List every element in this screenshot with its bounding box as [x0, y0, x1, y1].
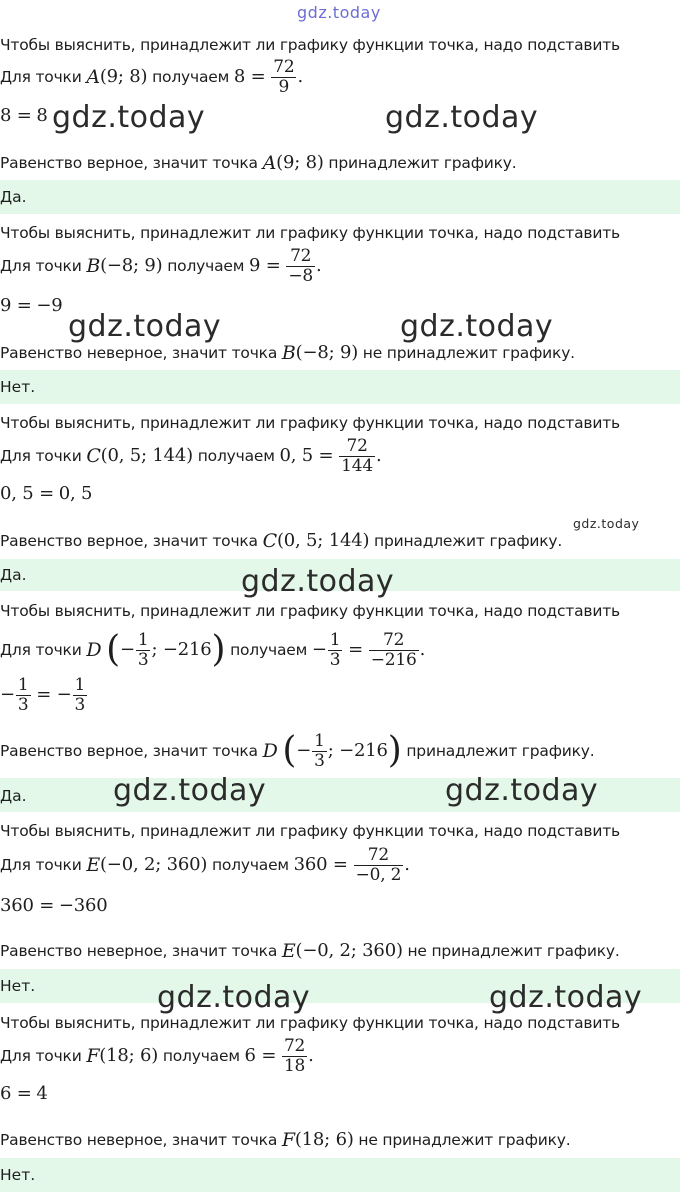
point-letter: F [86, 1045, 100, 1067]
substitution-middle: получаем [152, 68, 230, 86]
substitution-line-e: Для точки E (−0, 2; 360) получаем 360 = $\frac{72}{-0, 2}$ . [0, 844, 410, 885]
point-letter: C [262, 530, 277, 552]
fraction [271, 58, 296, 97]
equation-lhs: 8 = [233, 66, 266, 87]
check-right: −360 [58, 895, 108, 916]
check-right: 4 [36, 1083, 48, 1104]
intro-text-f: Чтобы выяснить, принадлежит ли графику функции точка, надо подставить [0, 1014, 620, 1032]
fraction [369, 631, 419, 670]
fraction [354, 846, 404, 885]
fraction-numerator: 72 [283, 1035, 306, 1056]
fraction [286, 247, 315, 286]
check-line-b [0, 296, 63, 316]
result-suffix: не принадлежит графику. [362, 344, 575, 362]
substitution-line-c: Для точки C (0, 5; 144) получаем 0, 5 = $\frac{72}{144}$ . [0, 435, 382, 476]
check-equals: = − [36, 684, 72, 705]
fraction-denominator: 18 [283, 1055, 306, 1076]
lhs-sign: − [311, 639, 327, 660]
result-line-a [0, 152, 517, 174]
point-coords: (0, 5; 144) [276, 530, 370, 551]
check-left: 8 = [0, 105, 32, 126]
coord-rest: ; −216 [327, 740, 388, 761]
watermark: gdz.today [385, 100, 539, 135]
fraction-denominator: −0, 2 [355, 864, 402, 885]
point-letter: D [262, 740, 278, 762]
result-prefix: Равенство верное, значит точка [0, 532, 258, 550]
equals-sign: = [348, 639, 363, 660]
fraction-denominator: 9 [271, 77, 296, 97]
fraction-denominator: 144 [341, 455, 373, 476]
fraction-numerator: 72 [290, 245, 312, 266]
equation-lhs: 6 = [244, 1045, 277, 1066]
check-left: 360 = [0, 895, 55, 916]
substitution-prefix: Для точки [0, 68, 82, 86]
result-line-b [0, 342, 575, 364]
intro-text-b: Чтобы выяснить, принадлежит ли графику функции точка, надо подставить [0, 224, 620, 242]
coord-fraction [136, 631, 151, 670]
point-letter: B [86, 255, 101, 277]
fraction-numerator: 72 [367, 844, 390, 865]
equation-lhs: 9 = [248, 255, 281, 276]
coord-rest: ; −216 [151, 639, 212, 660]
fraction [282, 1037, 307, 1076]
substitution-prefix: Для точки [0, 447, 82, 465]
intro-text-a: Чтобы выяснить, принадлежит ли графику функции точка, надо подставить [0, 36, 620, 54]
answer-text: Нет. [0, 378, 36, 396]
answer-text: Да. [0, 188, 27, 206]
fraction-numerator: 72 [383, 629, 405, 650]
fraction-denominator: 3 [137, 649, 149, 670]
point-coords: (−8; 9) [295, 342, 359, 363]
watermark: gdz.today [157, 980, 311, 1015]
result-prefix: Равенство неверное, значит точка [0, 942, 278, 960]
watermark-small: gdz.today [573, 516, 640, 531]
point-coords: (0, 5; 144) [100, 445, 193, 466]
watermark: gdz.today [113, 773, 267, 808]
point-letter: F [281, 1129, 295, 1151]
result-prefix: Равенство неверное, значит точка [0, 344, 278, 362]
check-line-f [0, 1084, 48, 1104]
watermark: gdz.today [400, 309, 554, 344]
point-coords: (−0, 2; 360) [99, 854, 208, 875]
point-letter: C [86, 445, 101, 467]
fraction-numerator: 1 [329, 629, 341, 650]
answer-band-b [0, 370, 680, 404]
answer-band-f [0, 1158, 680, 1192]
fraction-numerator: 72 [346, 435, 368, 456]
watermark: gdz.today [489, 980, 643, 1015]
result-suffix: принадлежит графику. [374, 532, 563, 550]
coord-sign: − [119, 639, 135, 660]
fraction-denominator: 3 [17, 694, 29, 715]
substitution-line-d: Для точки D ( − $\frac{1}{3}$ ; −216 ) получаем − $\frac{1}{3}$ = $\frac{72}{-216}$ . [0, 629, 426, 670]
lhs-fraction [328, 631, 343, 670]
substitution-prefix: Для точки [0, 257, 82, 275]
watermark: gdz.today [52, 100, 206, 135]
result-prefix: Равенство верное, значит точка [0, 742, 258, 760]
check-right: 8 [36, 105, 48, 126]
point-coords: (9; 8) [276, 152, 324, 173]
equation-lhs: 0, 5 = [279, 445, 334, 466]
result-line-f [0, 1129, 571, 1151]
point-letter: A [262, 152, 277, 174]
result-prefix: Равенство неверное, значит точка [0, 1131, 278, 1149]
result-prefix: Равенство верное, значит точка [0, 154, 258, 172]
check-left: 0, 5 = [0, 483, 54, 504]
point-coords: (−0, 2; 360) [295, 940, 403, 961]
result-suffix: не принадлежит графику. [358, 1131, 571, 1149]
check-line-a [0, 106, 48, 126]
result-suffix: принадлежит графику. [328, 154, 517, 172]
equation-lhs: 360 = [293, 854, 348, 875]
intro-text-c: Чтобы выяснить, принадлежит ли графику функции точка, надо подставить [0, 414, 620, 432]
check-left: 9 = [0, 295, 32, 316]
fraction-numerator: 1 [314, 730, 325, 751]
fraction-numerator: 1 [17, 674, 29, 695]
check-fraction-left [16, 676, 31, 715]
result-line-e [0, 940, 620, 962]
point-coords: (18; 6) [294, 1129, 354, 1150]
intro-text-e: Чтобы выяснить, принадлежит ли графику функции точка, надо подставить [0, 822, 620, 840]
fraction-numerator: 1 [74, 674, 86, 695]
check-line-d [0, 672, 88, 718]
check-fraction-right [73, 676, 88, 715]
fraction-denominator: 3 [329, 649, 341, 670]
substitution-prefix: Для точки [0, 641, 82, 659]
point-coords: (18; 6) [99, 1045, 159, 1066]
point-letter: D [86, 639, 102, 661]
fraction [339, 437, 375, 476]
result-suffix: не принадлежит графику. [407, 942, 620, 960]
intro-text-d: Чтобы выяснить, принадлежит ли графику функции точка, надо подставить [0, 602, 620, 620]
answer-band-a [0, 180, 680, 214]
point-letter: E [281, 940, 296, 962]
coord-sign: − [296, 740, 312, 761]
answer-text: Нет. [0, 977, 36, 995]
result-line-c [0, 530, 562, 552]
substitution-middle: получаем [162, 1047, 240, 1065]
coord-fraction [312, 732, 327, 771]
answer-text: Нет. [0, 1166, 36, 1184]
fraction-numerator: 72 [273, 56, 295, 77]
watermark: gdz.today [68, 309, 222, 344]
check-right: 0, 5 [58, 483, 93, 504]
point-letter: E [86, 854, 100, 876]
substitution-middle: получаем [230, 641, 308, 659]
check-line-c [0, 484, 92, 504]
fraction-numerator: 1 [137, 629, 149, 650]
watermark-top: gdz.today [297, 3, 381, 22]
fraction-denominator: 3 [74, 694, 86, 715]
watermark: gdz.today [241, 564, 395, 599]
substitution-line-f: Для точки F (18; 6) получаем 6 = $\frac{72}{18}$ . [0, 1035, 314, 1076]
check-sign-left: − [0, 684, 15, 705]
substitution-prefix: Для точки [0, 1047, 82, 1065]
point-coords: (−8; 9) [100, 255, 163, 276]
answer-text: Да. [0, 787, 27, 805]
fraction-denominator: −8 [288, 265, 314, 286]
substitution-middle: получаем [167, 257, 245, 275]
substitution-prefix: Для точки [0, 856, 82, 874]
point-letter: B [281, 342, 296, 364]
fraction-denominator: −216 [370, 649, 417, 670]
substitution-middle: получаем [211, 856, 289, 874]
point-letter: A [86, 66, 100, 88]
answer-text: Да. [0, 566, 27, 584]
point-coords: (9; 8) [99, 66, 148, 87]
result-line-d: Равенство верное, значит точка D ( − $\frac{1}{3}$ ; −216 ) принадлежит графику. [0, 730, 595, 771]
watermark: gdz.today [445, 773, 599, 808]
check-right: −9 [36, 295, 63, 316]
substitution-line-b: Для точки B (−8; 9) получаем 9 = $\frac{72}{-8}$ . [0, 245, 322, 286]
check-line-e [0, 896, 108, 916]
substitution-line-a: Для точки A (9; 8) получаем 8 = $\frac{72}{9}$ . [0, 56, 303, 97]
result-suffix: принадлежит графику. [406, 742, 595, 760]
substitution-middle: получаем [197, 447, 275, 465]
check-left: 6 = [0, 1083, 32, 1104]
fraction-denominator: 3 [314, 750, 325, 771]
